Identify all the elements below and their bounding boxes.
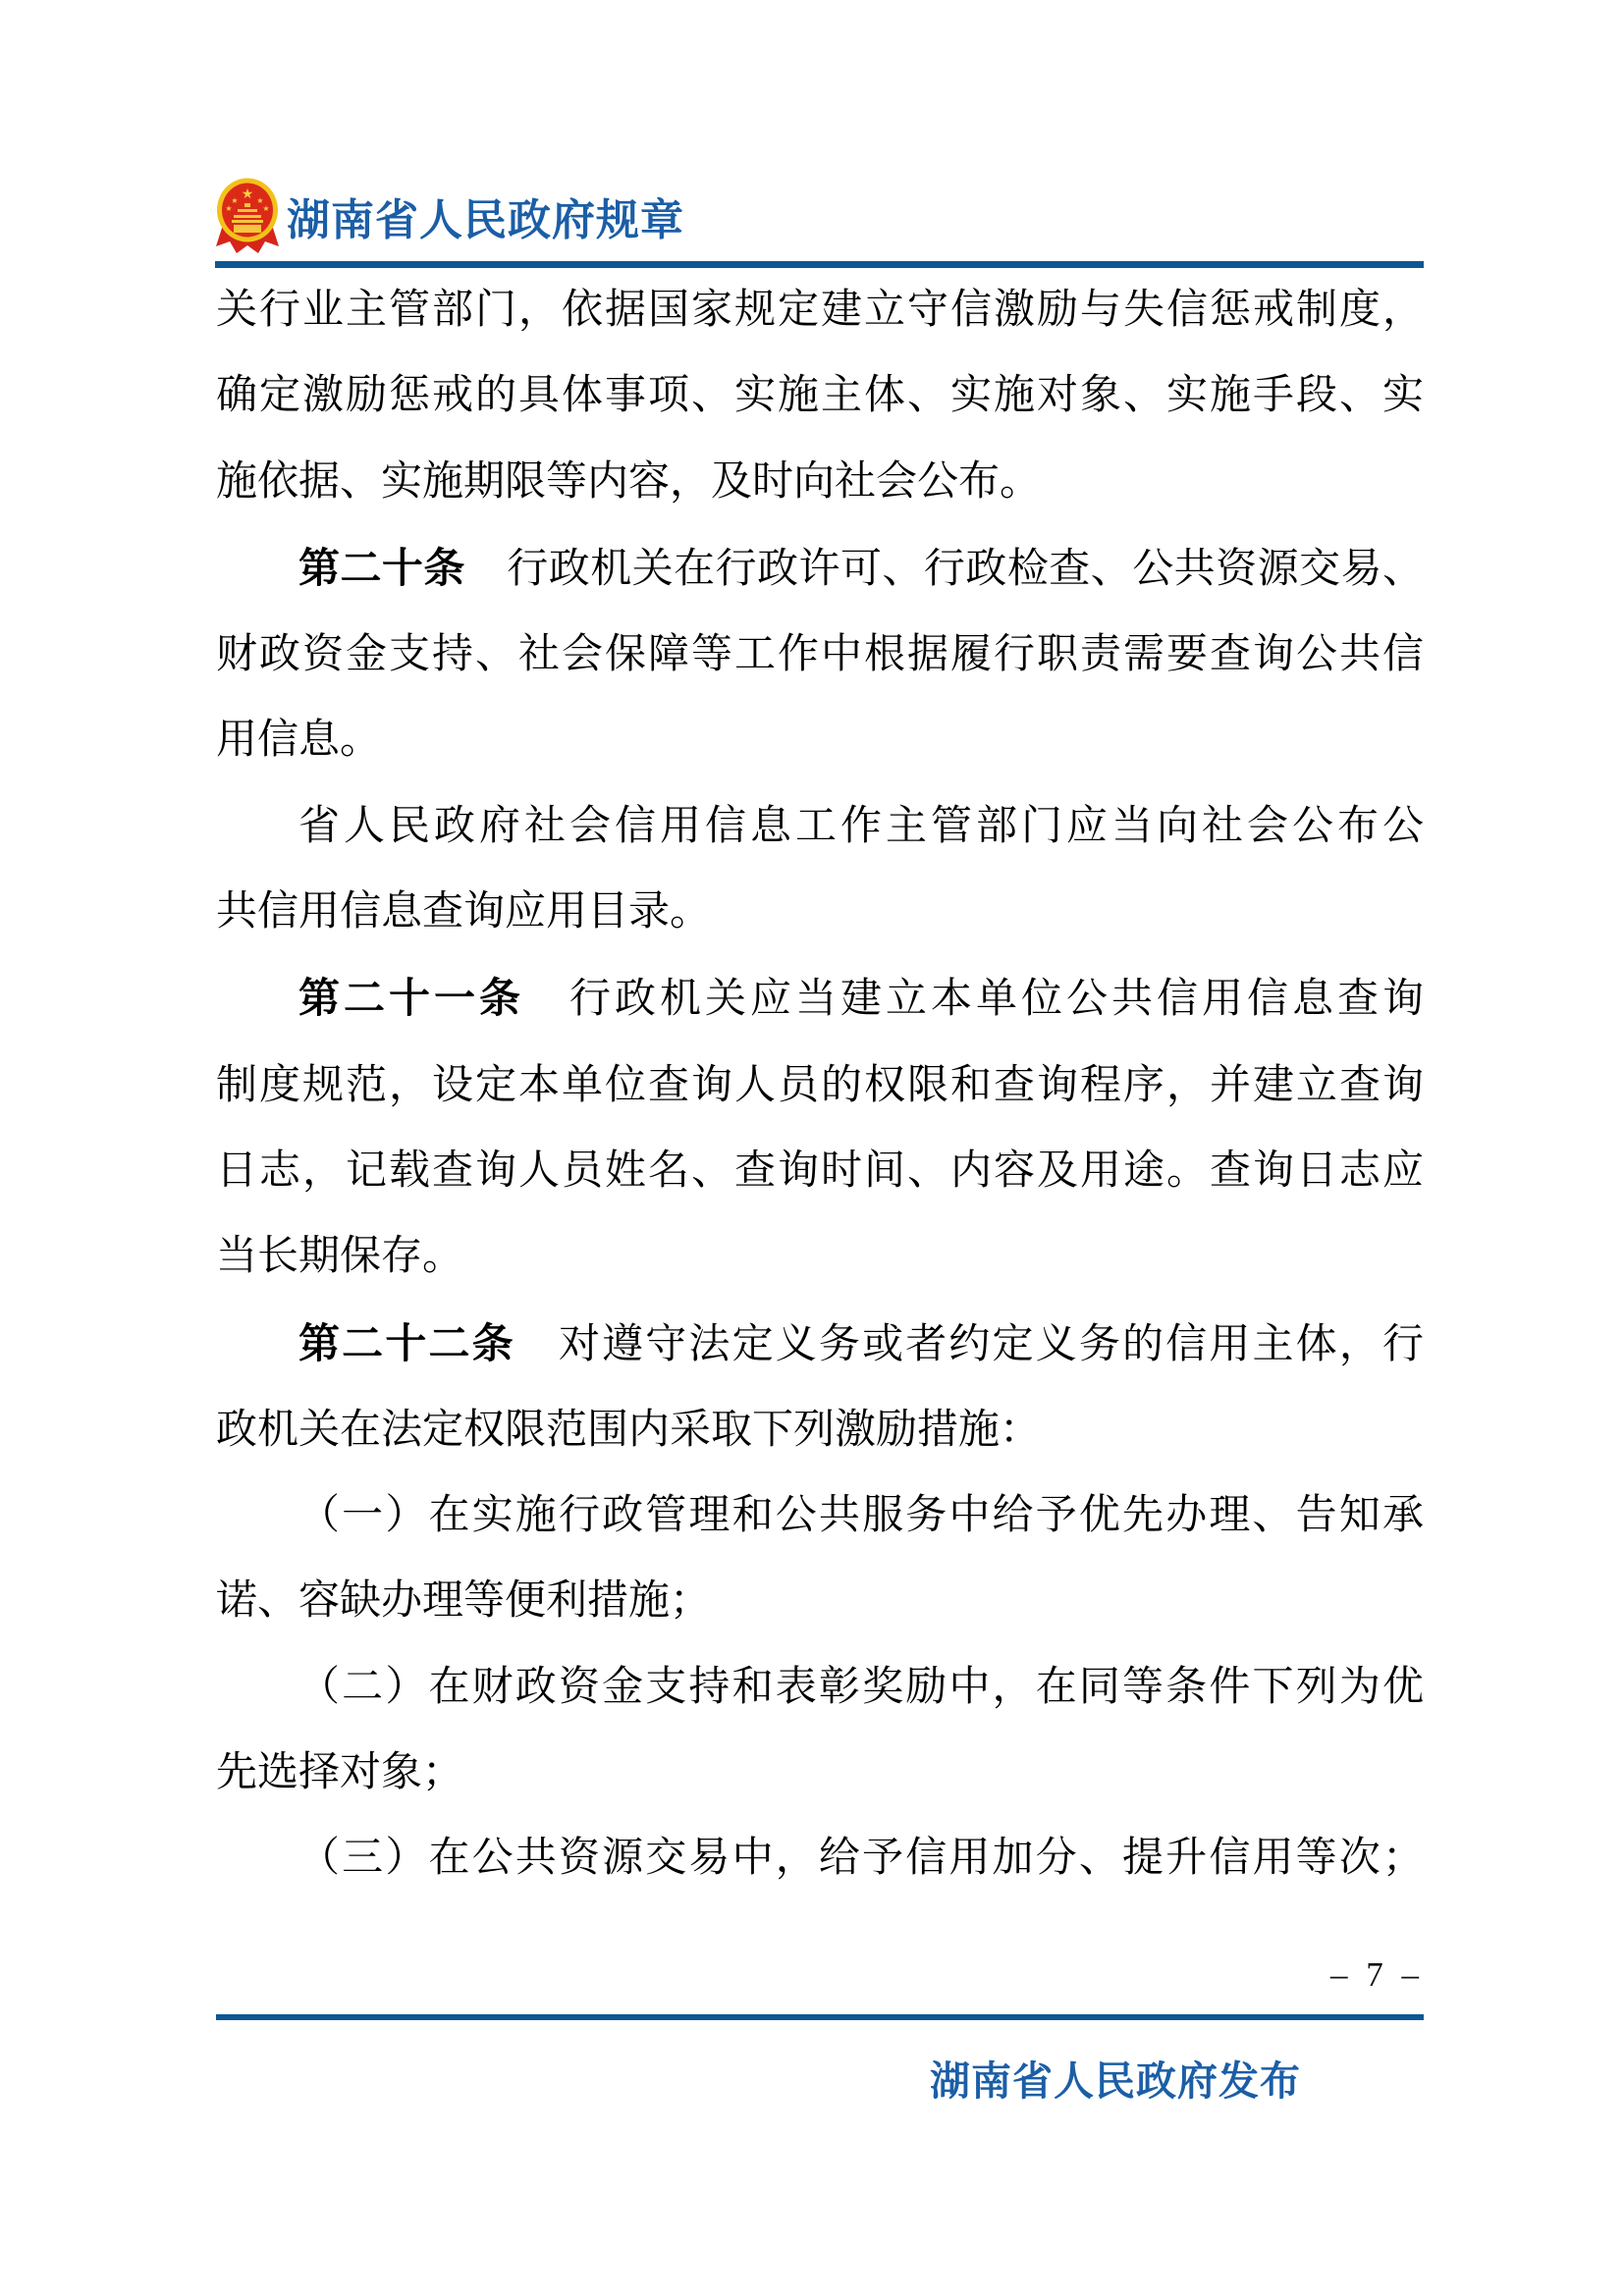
text-line <box>216 784 1424 870</box>
svg-text:★: ★ <box>241 187 254 202</box>
line-text: 省人民政府社会信用信息工作主管部门应当向社会公布公 <box>298 803 1424 849</box>
line-text: 施依据、实施期限等内容，及时向社会公布。 <box>216 458 1042 505</box>
text-line <box>216 698 1424 783</box>
svg-text:★: ★ <box>256 196 264 205</box>
text-line <box>216 1301 1424 1388</box>
svg-text:★: ★ <box>231 196 239 205</box>
line-text: 财政资金支持、社会保障等工作中根据履行职责需要查询公共信 <box>216 632 1424 678</box>
text-line <box>216 870 1424 955</box>
text-line <box>216 1645 1424 1731</box>
article-number: 第二十一条 <box>298 975 524 1022</box>
text-line <box>216 525 1424 613</box>
text-line <box>216 1816 1424 1901</box>
line-text: （一）在实施行政管理和公共服务中给予优先办理、告知承 <box>298 1493 1424 1539</box>
line-text: 政机关在法定权限范围内采取下列激励措施： <box>216 1407 1042 1453</box>
header-divider <box>215 261 1424 268</box>
line-text: 用信息。 <box>216 718 382 764</box>
page-header <box>215 178 684 254</box>
text-line <box>216 1214 1424 1300</box>
footer-divider <box>216 2014 1424 2020</box>
text-line <box>216 1559 1424 1644</box>
line-text: 确定激励惩戒的具体事项、实施主体、实施对象、实施手段、实 <box>216 373 1424 419</box>
line-text: 诺、容缺办理等便利措施； <box>216 1578 712 1625</box>
text-line <box>216 268 1424 353</box>
china-national-emblem-icon <box>215 178 280 254</box>
line-text: 共信用信息查询应用目录。 <box>216 889 712 935</box>
line-text: 制度规范，设定本单位查询人员的权限和查询程序，并建立查询 <box>216 1062 1424 1108</box>
line-text: 行政机关在行政许可、行政检查、公共资源交易、 <box>464 546 1424 592</box>
line-text: 日志，记载查询人员姓名、查询时间、内容及用途。查询日志应 <box>216 1148 1424 1194</box>
line-text: （三）在公共资源交易中，给予信用加分、提升信用等次； <box>298 1836 1424 1882</box>
text-line <box>216 1473 1424 1559</box>
text-line <box>216 1731 1424 1816</box>
text-line <box>216 440 1424 525</box>
text-line <box>216 613 1424 698</box>
text-line <box>216 1043 1424 1129</box>
article-number: 第二十条 <box>298 544 465 591</box>
svg-text:★: ★ <box>225 204 233 213</box>
line-text: （二）在财政资金支持和表彰奖励中，在同等条件下列为优 <box>298 1664 1424 1710</box>
text-line <box>216 353 1424 439</box>
text-line <box>216 1388 1424 1473</box>
line-text: 行政机关应当建立本单位公共信用信息查询 <box>524 977 1424 1023</box>
svg-text:★: ★ <box>262 204 270 213</box>
publisher-label: 湖南省人民政府发布 <box>930 2058 1301 2104</box>
text-line <box>216 1129 1424 1214</box>
article-number: 第二十二条 <box>298 1319 515 1366</box>
line-text: 先选择对象； <box>216 1750 464 1796</box>
line-text: 对遵守法定义务或者约定义务的信用主体，行 <box>514 1321 1424 1367</box>
line-text: 当长期保存。 <box>216 1234 464 1280</box>
page-number: – 7 – <box>1330 1955 1424 1994</box>
text-line <box>216 955 1424 1042</box>
line-text: 关行业主管部门，依据国家规定建立守信激励与失信惩戒制度， <box>216 288 1424 333</box>
document-body <box>216 268 1424 1902</box>
page-title: 湖南省人民政府规章 <box>287 196 684 244</box>
